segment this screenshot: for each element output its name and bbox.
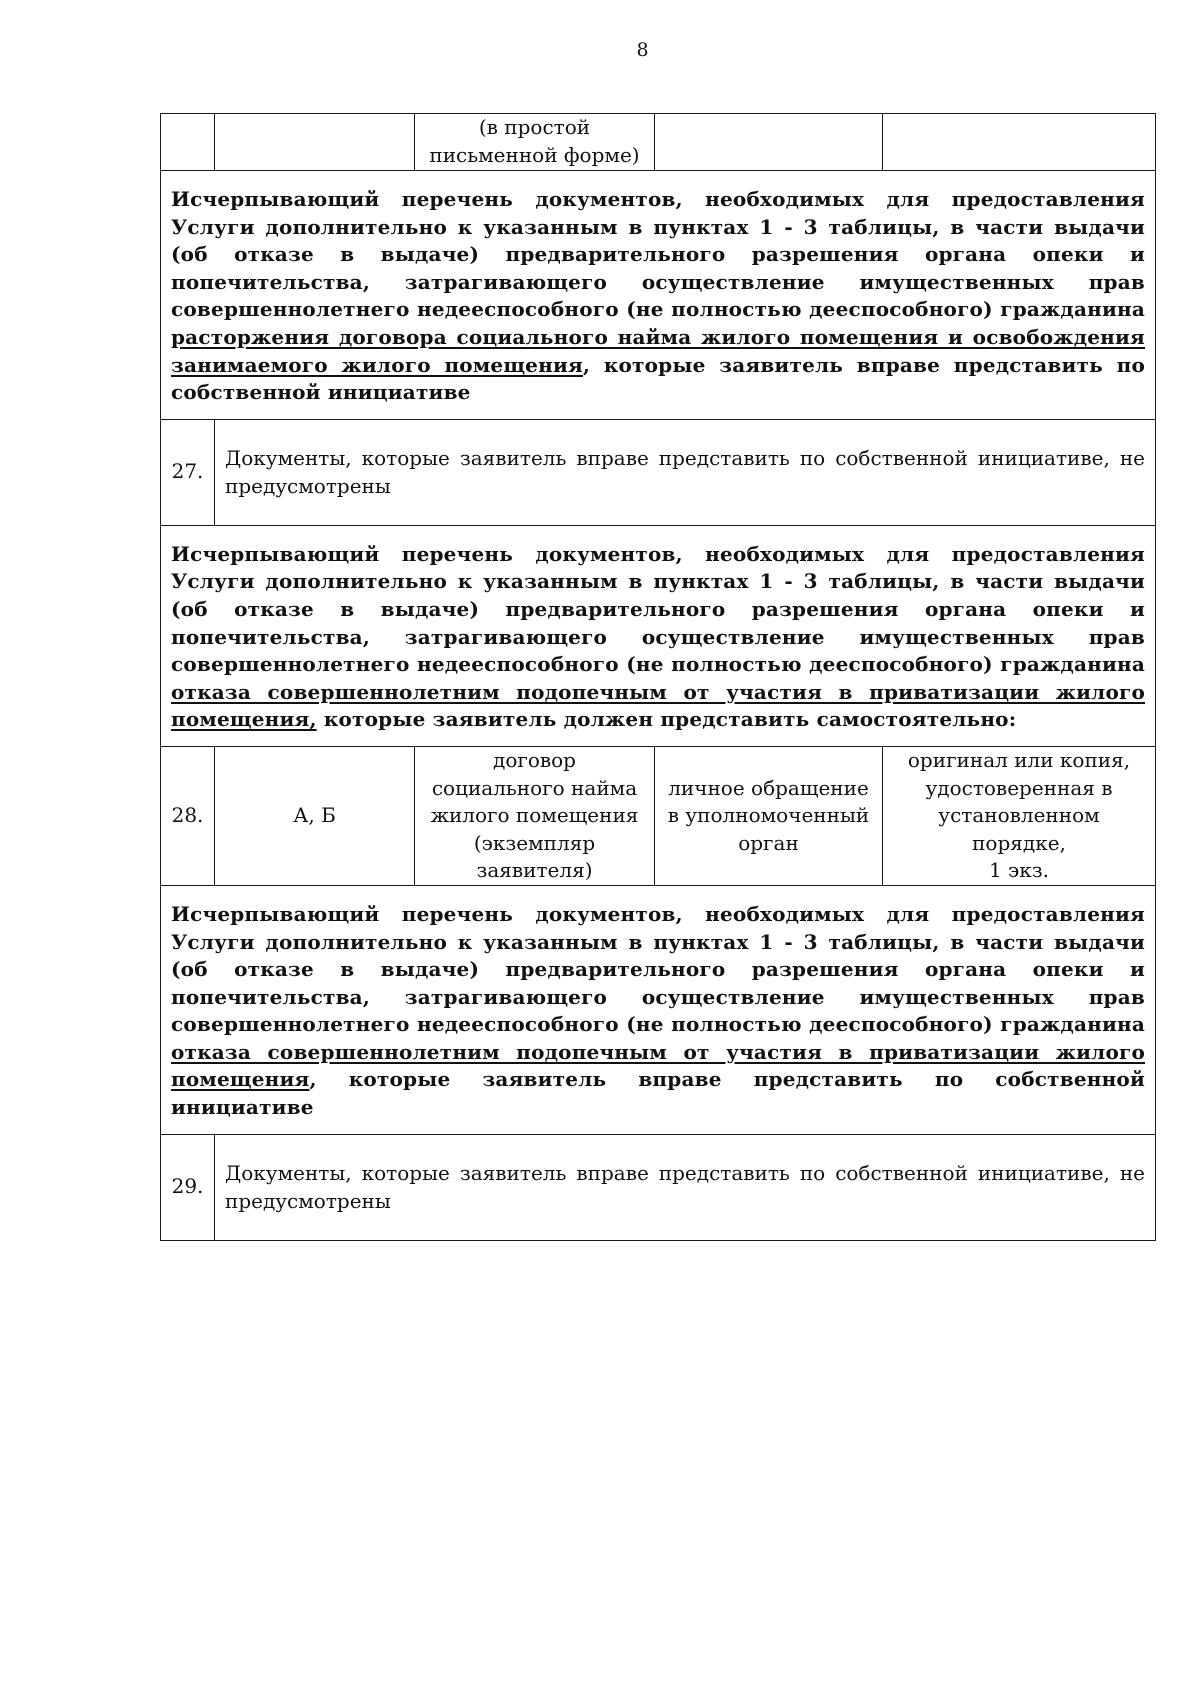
cell-form-empty: [883, 114, 1156, 171]
section-heading-underlined: отказа совершеннолетним подопечным от участия в приватизации жилого помещения,: [171, 679, 1145, 732]
documents-table: [160, 113, 1156, 1241]
cell-number-empty: [161, 114, 215, 171]
row-number: 29.: [161, 1134, 215, 1240]
section-heading-text: Исчерпывающий перечень документов, необходимых для предоставления Услуги дополнительно к указанным в пунктах 1 - 3 таблицы, в части выдачи (об отказе в выдаче) предварительного разрешения органа опеки и попечительства, затрагивающего осуществление имущественных прав совершеннолетнего недееспособного (не полностью дееспособного) гражданина: [171, 541, 1145, 677]
table-row-27: [161, 419, 1156, 525]
page-number: 8: [636, 39, 649, 61]
section-heading-row: [161, 525, 1156, 746]
section-heading-privatization-required: [161, 525, 1156, 746]
row-number: 27.: [161, 419, 215, 525]
section-heading-text-end: , которые заявитель вправе представить по собственной инициативе: [171, 352, 1146, 405]
cell-form: [883, 746, 1156, 885]
section-heading-underlined: отказа совершеннолетним подопечным от участия в приватизации жилого помещения: [171, 1039, 1145, 1092]
cell-applicants-empty: [215, 114, 415, 171]
cell-form-text: оригинал или копия, удостоверенная в установленном порядке,: [907, 747, 1131, 855]
table-row-28: [161, 746, 1156, 885]
row-text: Документы, которые заявитель вправе представить по собственной инициативе, не предусмотрены: [215, 1134, 1156, 1240]
section-heading-text-end: которые заявитель должен представить самостоятельно:: [316, 707, 1017, 732]
section-heading-termination: [161, 171, 1156, 420]
table-row-continued: [161, 114, 1156, 171]
section-heading-text: Исчерпывающий перечень документов, необходимых для предоставления Услуги дополнительно к указанным в пунктах 1 - 3 таблицы, в части выдачи (об отказе в выдаче) предварительного разрешения органа опеки и попечительства, затрагивающего осуществление имущественных прав совершеннолетнего недееспособного (не полностью дееспособного) гражданина: [171, 901, 1145, 1037]
cell-method-empty: [655, 114, 883, 171]
section-heading-underlined: расторжения договора социального найма жилого помещения и освобождения занимаемого жилого помещения: [171, 324, 1145, 377]
section-heading-row: [161, 171, 1156, 420]
cell-document: договор социального найма жилого помещения (экземпляр заявителя): [415, 746, 655, 885]
cell-method: личное обращение в уполномоченный орган: [655, 746, 883, 885]
section-heading-text-end: , которые заявитель вправе представить по собственной инициативе: [171, 1067, 1145, 1120]
cell-applicants: А, Б: [215, 746, 415, 885]
row-text: Документы, которые заявитель вправе представить по собственной инициативе, не предусмотрены: [215, 419, 1156, 525]
table-row-29: [161, 1134, 1156, 1240]
cell-form-copies: 1 экз.: [988, 858, 1050, 883]
row-number: 28.: [161, 746, 215, 885]
section-heading-text: Исчерпывающий перечень документов, необходимых для предоставления Услуги дополнительно к указанным в пунктах 1 - 3 таблицы, в части выдачи (об отказе в выдаче) предварительного разрешения органа опеки и попечительства, затрагивающего осуществление имущественных прав совершеннолетнего недееспособного (не полностью дееспособного) гражданина: [171, 187, 1145, 322]
section-heading-privatization-optional: [161, 885, 1156, 1134]
cell-document-form: (в простой письменной форме): [415, 114, 655, 171]
section-heading-row: [161, 885, 1156, 1134]
